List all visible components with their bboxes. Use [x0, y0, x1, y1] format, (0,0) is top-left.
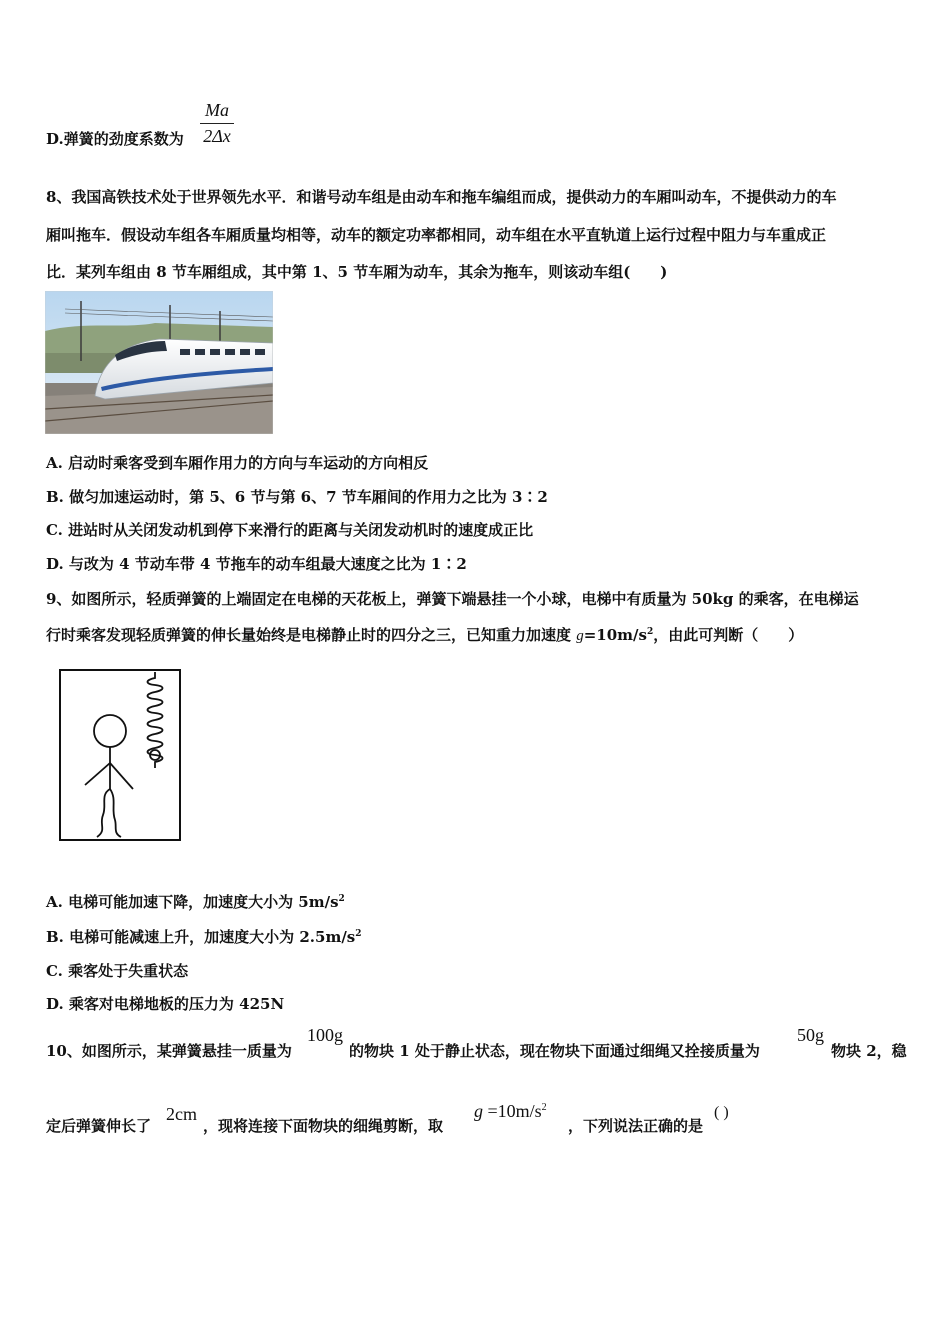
q10-line-1-c: 物块 2，稳 [831, 1042, 907, 1060]
q10-mass-1: 100g [307, 1025, 343, 1045]
q8-option-b: B. 做匀加速运动时，第 5、6 节与第 6、7 节车厢间的作用力之比为 3∶2 [46, 488, 548, 506]
q10-answer-paren: ( ) [714, 1104, 729, 1121]
q9-line-2 [46, 624, 803, 645]
q10-line-2-a: 定后弹簧伸长了 [46, 1117, 152, 1135]
elevator-spring-figure [55, 665, 185, 845]
q9-line-2-text-c: ，由此可判断（ ） [653, 626, 804, 644]
superscript: 2 [355, 929, 362, 939]
q8-option-a: A. 启动时乘客受到车厢作用力的方向与车运动的方向相反 [46, 454, 429, 472]
gravity-value: =10m/s [583, 626, 647, 644]
q9-option-d: D. 乘客对电梯地板的压力为 425N [46, 995, 285, 1013]
q10-mass-2: 50g [797, 1025, 824, 1045]
train-photo [45, 291, 273, 434]
gravity-symbol: g [474, 1101, 483, 1121]
q10-line-1-b: 的物块 1 处于静止状态，现在物块下面通过细绳又拴接质量为 [349, 1042, 760, 1060]
q10-line-2-b: ，现将连接下面物块的细绳剪断，取 [203, 1117, 444, 1135]
formula-numerator: Ma [200, 100, 234, 124]
q10-line-1-a: 10、如图所示，某弹簧悬挂一质量为 [46, 1042, 292, 1060]
q8-option-c: C. 进站时从关闭发动机到停下来滑行的距离与关闭发动机时的速度成正比 [46, 521, 534, 539]
formula-fraction [200, 100, 234, 147]
q9-line-1: 9、如图所示，轻质弹簧的上端固定在电梯的天花板上，弹簧下端悬挂一个小球，电梯中有质量为 50kg 的乘客，在电梯运 [46, 590, 859, 608]
superscript: 2 [338, 894, 345, 904]
q8-line-3: 比．某列车组由 8 节车厢组成，其中第 1、5 节车厢为动车，其余为拖车，则该动车组( ) [46, 263, 668, 281]
q9-option-a-text: A. 电梯可能加速下降，加速度大小为 5m/s [46, 893, 339, 911]
q8-option-d: D. 与改为 4 节动车带 4 节拖车的动车组最大速度之比为 1∶2 [46, 555, 467, 573]
gravity-value: =10m/s [487, 1101, 542, 1121]
q9-option-b [46, 926, 362, 947]
q10-extension: 2cm [166, 1104, 197, 1124]
formula-denominator: 2Δx [203, 126, 231, 146]
q10-line-2-c: ，下列说法正确的是 [568, 1117, 704, 1135]
superscript: 2 [646, 627, 654, 637]
option-label: D. [46, 130, 64, 148]
superscript: 2 [541, 1102, 547, 1113]
gravity-symbol: g [576, 628, 584, 644]
option-text: 弹簧的劲度系数为 [63, 130, 184, 148]
q9-option-c: C. 乘客处于失重状态 [46, 962, 189, 980]
prev-option-d [46, 128, 184, 149]
q8-line-2: 厢叫拖车．假设动车组各车厢质量均相等，动车的额定功率都相同，动车组在水平直轨道上运行过程中阻力与车重成正 [46, 226, 827, 244]
q9-line-2-text-a: 行时乘客发现轻质弹簧的伸长量始终是电梯静止时的四分之三，已知重力加速度 [46, 626, 577, 644]
q10-gravity [474, 1101, 547, 1122]
q9-option-b-text: B. 电梯可能减速上升，加速度大小为 2.5m/s [46, 928, 356, 946]
q8-line-1: 8、我国高铁技术处于世界领先水平．和谐号动车组是由动车和拖车编组而成，提供动力的车厢叫动车，不提供动力的车 [46, 188, 837, 206]
q9-option-a [46, 891, 345, 912]
